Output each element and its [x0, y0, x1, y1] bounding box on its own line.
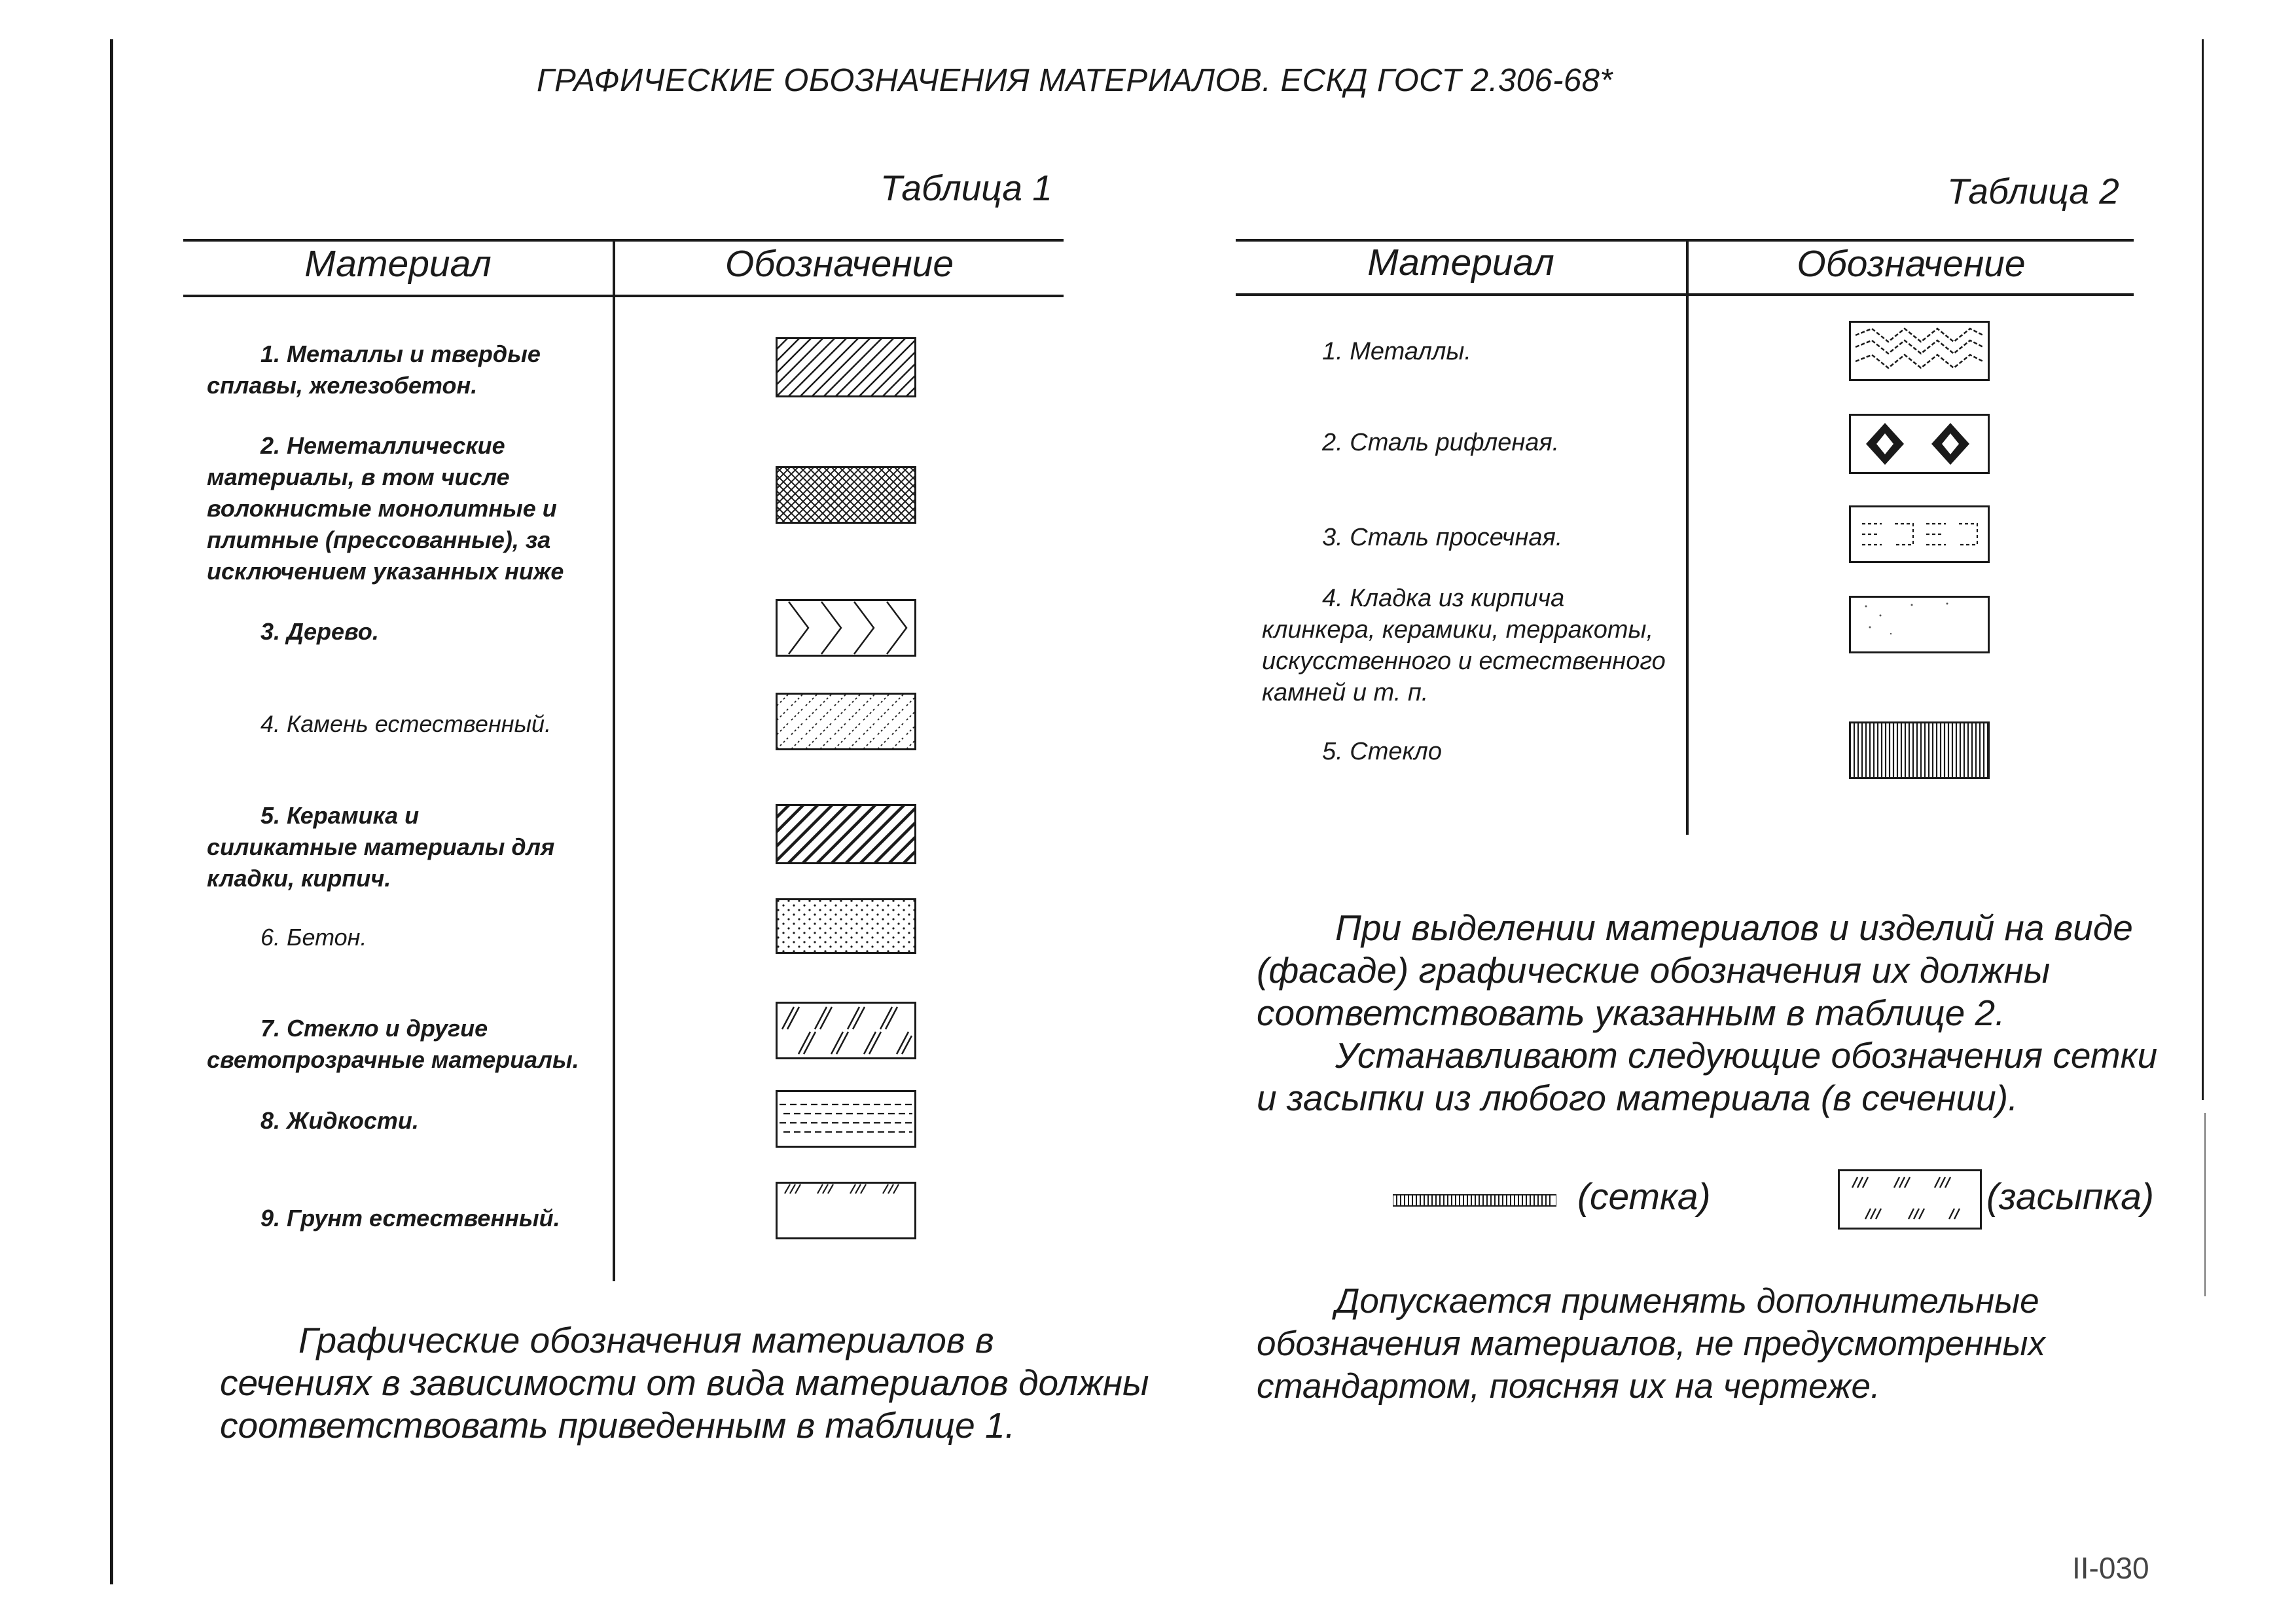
hatch-thick-diagonal-icon [776, 804, 916, 864]
table1-row-label: 8. Жидкости. [260, 1107, 419, 1134]
table1-caption: Таблица 1 [880, 168, 1052, 208]
left-margin-line [110, 39, 113, 1584]
table1-column-divider [613, 239, 615, 1281]
table1-header-symbol: Обозначение [725, 243, 954, 285]
table2-row-label: 1. Металлы. [1322, 338, 1471, 365]
natural-stone-icon [776, 693, 916, 750]
glass-strokes-icon [776, 1002, 916, 1059]
liquid-dashes-icon [776, 1090, 916, 1148]
table1-row-label: 3. Дерево. [260, 618, 379, 645]
right-margin-line [2202, 39, 2204, 1100]
table2-row-label: 5. Стекло [1322, 738, 1442, 765]
table2-row-label: 2. Сталь рифленая. [1322, 429, 1560, 456]
table2-caption: Таблица 2 [1947, 171, 2119, 211]
table1-row-label: 7. Стекло и другие светопрозрачные материалы. [207, 1015, 579, 1073]
table1-row-label: 6. Бетон. [260, 924, 367, 951]
masonry-icon [1849, 596, 1990, 653]
table1-header-material: Материал [304, 243, 492, 285]
paragraph-sections: Графические обозначения материалов в сечениях в зависимости от вида материалов должны соответствовать приведенным в таблице 1. [220, 1320, 1149, 1446]
ribbed-steel-icon [1849, 414, 1990, 474]
right-margin-line-dashed [2204, 1113, 2206, 1296]
paragraph-facade: При выделении материалов и изделий на виде (фасаде) графические обозначения их должны соответствовать указанным в таблице 2. [1257, 907, 2133, 1033]
page-title: ГРАФИЧЕСКИЕ ОБОЗНАЧЕНИЯ МАТЕРИАЛОВ. ЕСКД ГОСТ 2.306-68* [537, 63, 1613, 98]
chevron-wood-icon [776, 599, 916, 657]
expanded-steel-icon [1849, 505, 1990, 563]
table2-row-label: 3. Сталь просечная. [1322, 524, 1563, 551]
hatch-cross-icon [776, 466, 916, 524]
page-number: II-030 [2072, 1551, 2149, 1585]
concrete-dots-icon [776, 898, 916, 954]
hatch-diagonal-icon [776, 337, 916, 397]
table2-header-material: Материал [1367, 242, 1554, 283]
metal-wave-icon [1849, 321, 1990, 381]
table1-top-rule [183, 239, 1064, 242]
fill-symbol-icon [1838, 1169, 1982, 1230]
table1-row-label: 5. Керамика и силикатные материалы для кладки, кирпич. [207, 802, 555, 892]
fill-label: (засыпка) [1986, 1176, 2154, 1218]
soil-icon [776, 1182, 916, 1239]
glass-vertical-icon [1849, 721, 1990, 779]
mesh-label: (сетка) [1577, 1176, 1711, 1218]
table1-header-rule [183, 295, 1064, 297]
table2-header-symbol: Обозначение [1797, 243, 2026, 285]
table2-row-label: 4. Кладка из кирпича клинкера, керамики, терракоты, искусственного и естественного камней и т. п. [1262, 585, 1666, 706]
table1-row-label: 2. Неметаллические материалы, в том числе волокнистые монолитные и плитные (прессованные), за исключением указанных ниже [207, 432, 564, 585]
paragraph-mesh-fill: Устанавливают следующие обозначения сетки и засыпки из любого материала (в сечении). [1257, 1035, 2158, 1118]
mesh-symbol-icon [1393, 1194, 1556, 1208]
table1-row-label: 4. Камень естественный. [260, 710, 552, 737]
table1-row-label: 1. Металлы и твердые сплавы, железобетон. [207, 340, 541, 399]
table2-header-rule [1236, 293, 2134, 296]
paragraph-additional: Допускается применять дополнительные обозначения материалов, не предусмотренных стандартом, поясняя их на чертеже. [1257, 1282, 2045, 1406]
table1-row-label: 9. Грунт естественный. [260, 1205, 560, 1231]
